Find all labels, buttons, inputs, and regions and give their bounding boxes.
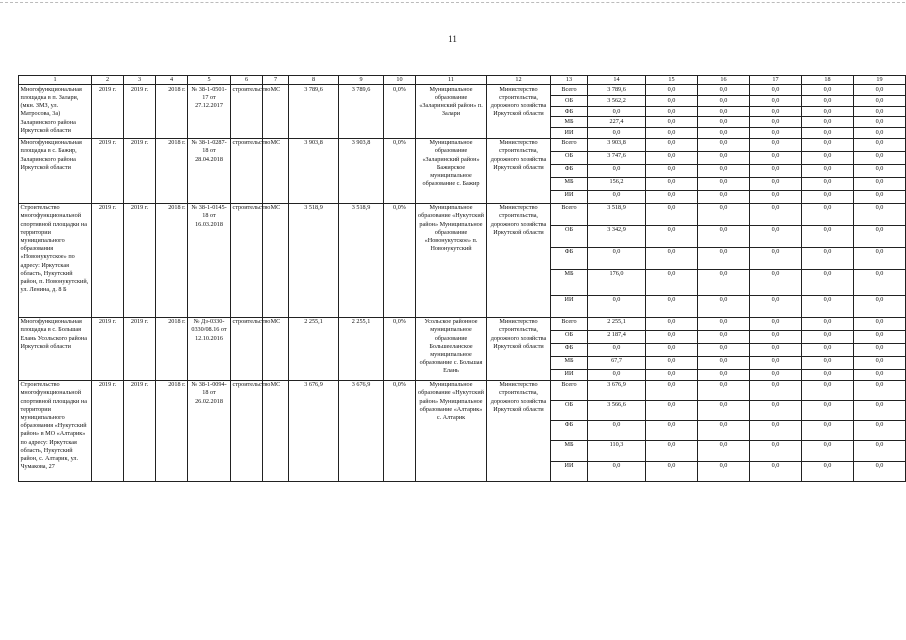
funding-value-v15: 0,0: [646, 177, 698, 190]
project-name: Многофункциональная площадка в с. Большая Елань Усольского района Иркутской области: [19, 317, 92, 380]
funding-value-v18: 0,0: [802, 107, 854, 117]
funding-value-v19: 0,0: [854, 400, 906, 420]
funding-value-v15: 0,0: [646, 107, 698, 117]
funding-value-v15: 0,0: [646, 380, 698, 400]
funding-value-v14: 0,0: [588, 190, 646, 203]
funding-value-v19: 0,0: [854, 420, 906, 440]
funding-source: ИИ: [551, 128, 588, 138]
funding-source: МБ: [551, 177, 588, 190]
design-year: 2018 г.: [156, 317, 188, 380]
estimated-cost: 3 903,8: [289, 138, 339, 203]
column-number: 1: [19, 76, 92, 85]
start-year: 2019 г.: [92, 203, 124, 317]
expertise-conclusion: № 38-1-0145-18 от 16.03.2018: [188, 203, 231, 317]
funding-source: ИИ: [551, 369, 588, 380]
funding-value-v14: 0,0: [588, 164, 646, 177]
funding-value-v14: 2 187,4: [588, 330, 646, 343]
funding-source: ОБ: [551, 330, 588, 343]
funding-value-v16: 0,0: [698, 177, 750, 190]
funding-value-v14: 3 562,2: [588, 96, 646, 107]
end-year: 2019 г.: [124, 85, 156, 138]
expertise-conclusion: № 38-1-0501-17 от 27.12.2017: [188, 85, 231, 138]
funding-value-v18: 0,0: [802, 330, 854, 343]
column-number: 9: [339, 76, 384, 85]
funding-value-v17: 0,0: [750, 356, 802, 369]
owner-type: МС: [263, 85, 289, 138]
funding-value-v18: 0,0: [802, 380, 854, 400]
funding-value-v17: 0,0: [750, 190, 802, 203]
funding-value-v17: 0,0: [750, 247, 802, 269]
funding-value-v16: 0,0: [698, 420, 750, 440]
column-number: 8: [289, 76, 339, 85]
funding-source: ИИ: [551, 295, 588, 317]
funding-value-v17: 0,0: [750, 225, 802, 247]
funding-value-v18: 0,0: [802, 400, 854, 420]
estimated-cost: 3 518,9: [289, 203, 339, 317]
funding-value-v17: 0,0: [750, 440, 802, 461]
funding-value-v18: 0,0: [802, 440, 854, 461]
funding-value-v15: 0,0: [646, 420, 698, 440]
estimated-cost: 3 789,6: [289, 85, 339, 138]
funding-value-v15: 0,0: [646, 138, 698, 151]
start-year: 2019 г.: [92, 85, 124, 138]
remaining-cost: 2 255,1: [339, 317, 384, 380]
funding-source: Всего: [551, 317, 588, 330]
column-number: 16: [698, 76, 750, 85]
funding-value-v16: 0,0: [698, 400, 750, 420]
funding-value-v15: 0,0: [646, 461, 698, 481]
funding-value-v15: 0,0: [646, 269, 698, 295]
funding-value-v18: 0,0: [802, 164, 854, 177]
design-year: 2018 г.: [156, 203, 188, 317]
remaining-cost: 3 676,9: [339, 380, 384, 481]
funding-value-v19: 0,0: [854, 128, 906, 138]
owner-type: МС: [263, 138, 289, 203]
column-number: 19: [854, 76, 906, 85]
work-type: строительство: [231, 138, 263, 203]
funding-value-v15: 0,0: [646, 203, 698, 225]
work-type: строительство: [231, 317, 263, 380]
funding-value-v19: 0,0: [854, 151, 906, 164]
column-number: 14: [588, 76, 646, 85]
funding-value-v14: 0,0: [588, 247, 646, 269]
funding-value-v17: 0,0: [750, 128, 802, 138]
design-year: 2018 г.: [156, 380, 188, 481]
project-name: Строительство многофункциональной спортивной площадки на территории муниципального образования «Новонукутское» по адресу: Иркутская область, Нукутский район, п. Новонукутский, ул. Ленина, д. 8 Б: [19, 203, 92, 317]
funding-value-v18: 0,0: [802, 317, 854, 330]
funding-value-v16: 0,0: [698, 380, 750, 400]
funding-value-v14: 0,0: [588, 343, 646, 356]
funding-value-v17: 0,0: [750, 203, 802, 225]
funding-value-v16: 0,0: [698, 96, 750, 107]
funding-value-v14: 0,0: [588, 461, 646, 481]
funding-value-v19: 0,0: [854, 177, 906, 190]
expertise-conclusion: № Дз-0330-0330/08.16 от 12.10.2016: [188, 317, 231, 380]
funding-value-v14: 176,0: [588, 269, 646, 295]
funding-value-v18: 0,0: [802, 151, 854, 164]
responsible-ministry: Министерство строительства, дорожного хозяйства Иркутской области: [487, 380, 551, 481]
column-number-row: [19, 76, 906, 85]
funding-value-v18: 0,0: [802, 85, 854, 96]
project-name: Строительство многофункциональной спортивной площадки на территории муниципального образования «Нукутский район» в МО «Алтарик» по адресу: Иркутская область, Нукутский район, с. Алтарик, ул. Чумакова, 27: [19, 380, 92, 481]
funding-value-v19: 0,0: [854, 107, 906, 117]
funding-value-v16: 0,0: [698, 343, 750, 356]
funding-value-v16: 0,0: [698, 164, 750, 177]
funding-value-v19: 0,0: [854, 356, 906, 369]
funding-value-v17: 0,0: [750, 343, 802, 356]
funding-value-v17: 0,0: [750, 117, 802, 128]
funding-value-v18: 0,0: [802, 269, 854, 295]
funding-value-v14: 3 903,8: [588, 138, 646, 151]
funding-value-v19: 0,0: [854, 203, 906, 225]
funding-value-v16: 0,0: [698, 369, 750, 380]
funding-value-v14: 3 518,9: [588, 203, 646, 225]
funding-value-v18: 0,0: [802, 225, 854, 247]
readiness-percent: 0,0%: [384, 317, 416, 380]
funding-value-v16: 0,0: [698, 128, 750, 138]
remaining-cost: 3 903,8: [339, 138, 384, 203]
funding-value-v18: 0,0: [802, 203, 854, 225]
municipality: Усольское районное муниципальное образование Большееланское муниципальное образование с. Большая Елань: [416, 317, 487, 380]
funding-value-v15: 0,0: [646, 400, 698, 420]
funding-value-v14: 0,0: [588, 107, 646, 117]
funding-source: Всего: [551, 380, 588, 400]
funding-value-v17: 0,0: [750, 85, 802, 96]
column-number: 18: [802, 76, 854, 85]
funding-value-v16: 0,0: [698, 247, 750, 269]
funding-value-v16: 0,0: [698, 317, 750, 330]
funding-value-v19: 0,0: [854, 295, 906, 317]
funding-value-v17: 0,0: [750, 420, 802, 440]
estimated-cost: 2 255,1: [289, 317, 339, 380]
municipality: Муниципальное образование «Заларинский район» п. Залари: [416, 85, 487, 138]
funding-value-v19: 0,0: [854, 330, 906, 343]
funding-value-v15: 0,0: [646, 343, 698, 356]
work-type: строительство: [231, 85, 263, 138]
funding-value-v19: 0,0: [854, 461, 906, 481]
funding-value-v16: 0,0: [698, 225, 750, 247]
design-year: 2018 г.: [156, 85, 188, 138]
page-number: 11: [448, 34, 457, 44]
funding-source: МБ: [551, 356, 588, 369]
funding-source: Всего: [551, 85, 588, 96]
funding-value-v19: 0,0: [854, 138, 906, 151]
responsible-ministry: Министерство строительства, дорожного хозяйства Иркутской области: [487, 138, 551, 203]
column-number: 6: [231, 76, 263, 85]
project-name: Многофункциональная площадка в п. Залари, (мкн. ЗМЗ, ул. Матросова, 3а) Заларинского района Иркутской области: [19, 85, 92, 138]
start-year: 2019 г.: [92, 380, 124, 481]
start-year: 2019 г.: [92, 317, 124, 380]
funding-value-v18: 0,0: [802, 247, 854, 269]
funding-value-v18: 0,0: [802, 190, 854, 203]
funding-value-v19: 0,0: [854, 85, 906, 96]
expertise-conclusion: № 38-1-0287-18 от 28.04.2018: [188, 138, 231, 203]
funding-value-v16: 0,0: [698, 356, 750, 369]
funding-value-v17: 0,0: [750, 138, 802, 151]
column-number: 10: [384, 76, 416, 85]
projects-body: [19, 85, 906, 481]
funding-source: МБ: [551, 117, 588, 128]
funding-source: Всего: [551, 203, 588, 225]
funding-value-v14: 3 342,9: [588, 225, 646, 247]
funding-value-v16: 0,0: [698, 85, 750, 96]
readiness-percent: 0,0%: [384, 203, 416, 317]
funding-source: ОБ: [551, 400, 588, 420]
design-year: 2018 г.: [156, 138, 188, 203]
table-row: [19, 380, 906, 400]
funding-value-v15: 0,0: [646, 295, 698, 317]
remaining-cost: 3 518,9: [339, 203, 384, 317]
readiness-percent: 0,0%: [384, 85, 416, 138]
funding-value-v15: 0,0: [646, 330, 698, 343]
funding-value-v17: 0,0: [750, 96, 802, 107]
funding-value-v14: 3 676,9: [588, 380, 646, 400]
funding-value-v15: 0,0: [646, 128, 698, 138]
end-year: 2019 г.: [124, 317, 156, 380]
funding-source: ФБ: [551, 420, 588, 440]
funding-value-v14: 110,3: [588, 440, 646, 461]
funding-value-v19: 0,0: [854, 225, 906, 247]
funding-source: ФБ: [551, 107, 588, 117]
work-type: строительство: [231, 380, 263, 481]
funding-value-v14: 0,0: [588, 128, 646, 138]
end-year: 2019 г.: [124, 203, 156, 317]
responsible-ministry: Министерство строительства, дорожного хозяйства Иркутской области: [487, 85, 551, 138]
municipality: Муниципальное образование «Нукутский район» Муниципальное образование «Новонукутское» п. Новонукутский: [416, 203, 487, 317]
funding-source: МБ: [551, 440, 588, 461]
funding-value-v16: 0,0: [698, 440, 750, 461]
funding-value-v15: 0,0: [646, 369, 698, 380]
municipality: Муниципальное образование «Заларинский район» Бажирское муниципальное образование с. Бажир: [416, 138, 487, 203]
funding-value-v17: 0,0: [750, 107, 802, 117]
funding-source: Всего: [551, 138, 588, 151]
funding-value-v14: 0,0: [588, 369, 646, 380]
funding-value-v15: 0,0: [646, 317, 698, 330]
funding-value-v16: 0,0: [698, 269, 750, 295]
funding-value-v16: 0,0: [698, 190, 750, 203]
funding-value-v19: 0,0: [854, 247, 906, 269]
funding-value-v17: 0,0: [750, 269, 802, 295]
funding-source: ОБ: [551, 96, 588, 107]
column-number: 4: [156, 76, 188, 85]
funding-value-v15: 0,0: [646, 85, 698, 96]
funding-value-v17: 0,0: [750, 317, 802, 330]
column-number: 5: [188, 76, 231, 85]
table-row: [19, 85, 906, 96]
owner-type: МС: [263, 317, 289, 380]
funding-value-v17: 0,0: [750, 330, 802, 343]
readiness-percent: 0,0%: [384, 380, 416, 481]
funding-value-v16: 0,0: [698, 295, 750, 317]
funding-value-v15: 0,0: [646, 164, 698, 177]
table-row: [19, 203, 906, 225]
funding-value-v16: 0,0: [698, 107, 750, 117]
funding-value-v18: 0,0: [802, 461, 854, 481]
estimated-cost: 3 676,9: [289, 380, 339, 481]
funding-value-v17: 0,0: [750, 164, 802, 177]
funding-value-v14: 0,0: [588, 420, 646, 440]
funding-source: ИИ: [551, 190, 588, 203]
funding-value-v18: 0,0: [802, 295, 854, 317]
funding-value-v18: 0,0: [802, 96, 854, 107]
funding-value-v17: 0,0: [750, 369, 802, 380]
column-number: 15: [646, 76, 698, 85]
funding-value-v19: 0,0: [854, 440, 906, 461]
remaining-cost: 3 789,6: [339, 85, 384, 138]
funding-value-v19: 0,0: [854, 117, 906, 128]
responsible-ministry: Министерство строительства, дорожного хозяйства Иркутской области: [487, 203, 551, 317]
funding-value-v15: 0,0: [646, 151, 698, 164]
owner-type: МС: [263, 203, 289, 317]
expertise-conclusion: № 38-1-0094-18 от 26.02.2018: [188, 380, 231, 481]
work-type: строительство: [231, 203, 263, 317]
funding-value-v15: 0,0: [646, 356, 698, 369]
funding-value-v17: 0,0: [750, 380, 802, 400]
funding-value-v18: 0,0: [802, 117, 854, 128]
funding-source: ОБ: [551, 225, 588, 247]
end-year: 2019 г.: [124, 138, 156, 203]
funding-value-v14: 156,2: [588, 177, 646, 190]
funding-value-v19: 0,0: [854, 317, 906, 330]
funding-value-v19: 0,0: [854, 269, 906, 295]
funding-value-v18: 0,0: [802, 128, 854, 138]
funding-value-v14: 0,0: [588, 295, 646, 317]
municipality: Муниципальное образование «Нукутский район» Муниципальное образование «Алтарик» с. Алтарик: [416, 380, 487, 481]
funding-value-v14: 3 747,6: [588, 151, 646, 164]
funding-value-v15: 0,0: [646, 247, 698, 269]
funding-source: ФБ: [551, 247, 588, 269]
funding-value-v14: 227,4: [588, 117, 646, 128]
funding-value-v16: 0,0: [698, 461, 750, 481]
funding-value-v19: 0,0: [854, 380, 906, 400]
funding-value-v14: 67,7: [588, 356, 646, 369]
funding-value-v16: 0,0: [698, 203, 750, 225]
funding-value-v17: 0,0: [750, 400, 802, 420]
readiness-percent: 0,0%: [384, 138, 416, 203]
funding-value-v18: 0,0: [802, 138, 854, 151]
funding-value-v19: 0,0: [854, 343, 906, 356]
funding-value-v14: 3 789,6: [588, 85, 646, 96]
projects-table: [18, 75, 906, 482]
column-number: 2: [92, 76, 124, 85]
column-number: 13: [551, 76, 588, 85]
column-number: 11: [416, 76, 487, 85]
funding-value-v18: 0,0: [802, 420, 854, 440]
end-year: 2019 г.: [124, 380, 156, 481]
funding-value-v15: 0,0: [646, 225, 698, 247]
funding-value-v14: 2 255,1: [588, 317, 646, 330]
funding-value-v16: 0,0: [698, 330, 750, 343]
column-number: 17: [750, 76, 802, 85]
funding-source: ФБ: [551, 164, 588, 177]
start-year: 2019 г.: [92, 138, 124, 203]
table-row: [19, 317, 906, 330]
funding-value-v19: 0,0: [854, 369, 906, 380]
funding-value-v18: 0,0: [802, 356, 854, 369]
funding-value-v16: 0,0: [698, 138, 750, 151]
funding-value-v15: 0,0: [646, 96, 698, 107]
column-number: 3: [124, 76, 156, 85]
funding-value-v17: 0,0: [750, 461, 802, 481]
column-number: 7: [263, 76, 289, 85]
column-number: 12: [487, 76, 551, 85]
funding-value-v17: 0,0: [750, 151, 802, 164]
funding-value-v17: 0,0: [750, 177, 802, 190]
project-name: Многофункциональная площадка в с. Бажир, Заларинского района Иркутской области: [19, 138, 92, 203]
top-edge-line: [0, 2, 905, 3]
table-row: [19, 138, 906, 151]
responsible-ministry: Министерство строительства, дорожного хозяйства Иркутской области: [487, 317, 551, 380]
funding-value-v15: 0,0: [646, 440, 698, 461]
funding-value-v16: 0,0: [698, 117, 750, 128]
funding-value-v16: 0,0: [698, 151, 750, 164]
funding-value-v14: 3 566,6: [588, 400, 646, 420]
funding-value-v19: 0,0: [854, 96, 906, 107]
funding-value-v18: 0,0: [802, 177, 854, 190]
funding-value-v18: 0,0: [802, 369, 854, 380]
funding-value-v19: 0,0: [854, 190, 906, 203]
funding-source: МБ: [551, 269, 588, 295]
owner-type: МС: [263, 380, 289, 481]
funding-source: ОБ: [551, 151, 588, 164]
funding-value-v19: 0,0: [854, 164, 906, 177]
funding-value-v15: 0,0: [646, 190, 698, 203]
funding-source: ИИ: [551, 461, 588, 481]
funding-value-v18: 0,0: [802, 343, 854, 356]
funding-value-v17: 0,0: [750, 295, 802, 317]
funding-source: ФБ: [551, 343, 588, 356]
funding-value-v15: 0,0: [646, 117, 698, 128]
